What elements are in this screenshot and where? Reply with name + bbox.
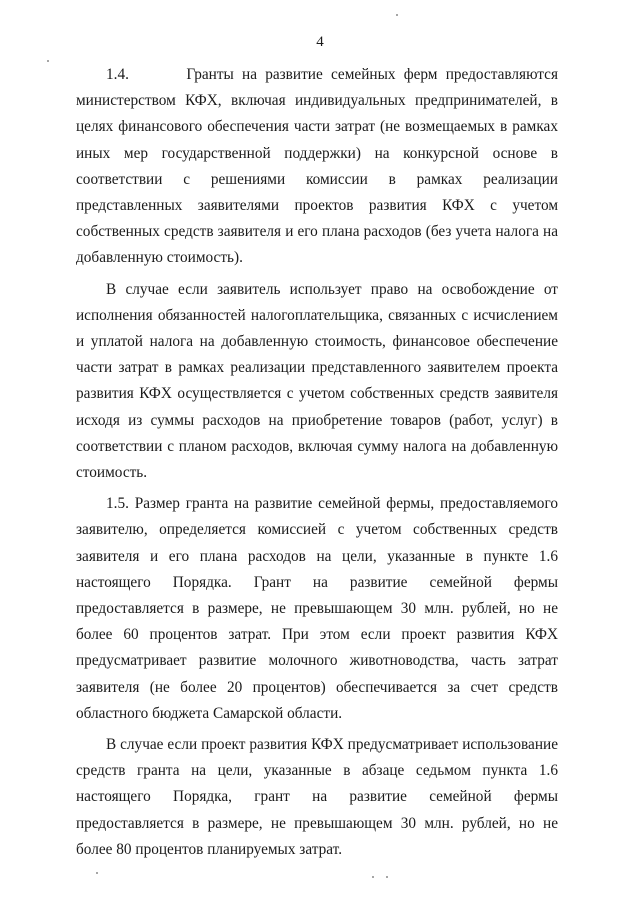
scan-speck (47, 60, 49, 62)
scan-speck (386, 876, 388, 878)
page-number: 4 (316, 34, 324, 50)
scan-speck (372, 876, 374, 878)
paragraph-grant-size-80: В случае если проект развития КФХ предусматривает использование средств гранта на цели, указанные в абзаце седьмом пункта 1.6 настоящего Порядка, грант на развитие семейной фермы предоставляется в размере, не превышающем 30 млн. рублей, но не более 80 процентов планируемых затрат. (76, 736, 558, 858)
scan-speck (96, 872, 98, 874)
paragraph-1-5: 1.5. Размер гранта на развитие семейной фермы, предоставляемого заявителю, определяется комиссией с учетом собственных средств заявителя и его плана расходов на цели, указанные в пункте 1.6 настоящего Порядка. Грант на развитие семейной фермы предоставляется в размере, не превышающем 30 млн. рублей, но не более 60 процентов затрат. При этом если проект развития КФХ предусматривает развитие молочного животноводства, часть затрат заявителя (не более 20 процентов) обеспечивается за счет средств областного бюджета Самарской области. (76, 495, 558, 722)
paragraph-1-4: 1.4. Гранты на развитие семейных ферм предоставляются министерством КФХ, включая индивидуальных предпринимателей, в целях финансового обеспечения части затрат (не возмещаемых в рамках иных мер государственной поддержки) на конкурсной основе в соответствии с решениями комиссии в рамках реализации представленных заявителями проектов развития КФХ с учетом собственных средств заявителя и его плана расходов (без учета налога на добавленную стоимость). (76, 66, 558, 267)
paragraph-vat-exemption: В случае если заявитель использует право на освобождение от исполнения обязанностей налогоплательщика, связанных с исчислением и уплатой налога на добавленную стоимость, финансовое обеспечение части затрат в рамках реализации представленного заявителем проекта развития КФХ осуществляется с учетом собственных средств заявителя исходя из суммы расходов на приобретение товаров (работ, услуг) в соответствии с планом расходов, включая сумму налога на добавленную стоимость. (76, 280, 558, 482)
document-body (76, 62, 558, 868)
scan-speck (396, 14, 398, 16)
